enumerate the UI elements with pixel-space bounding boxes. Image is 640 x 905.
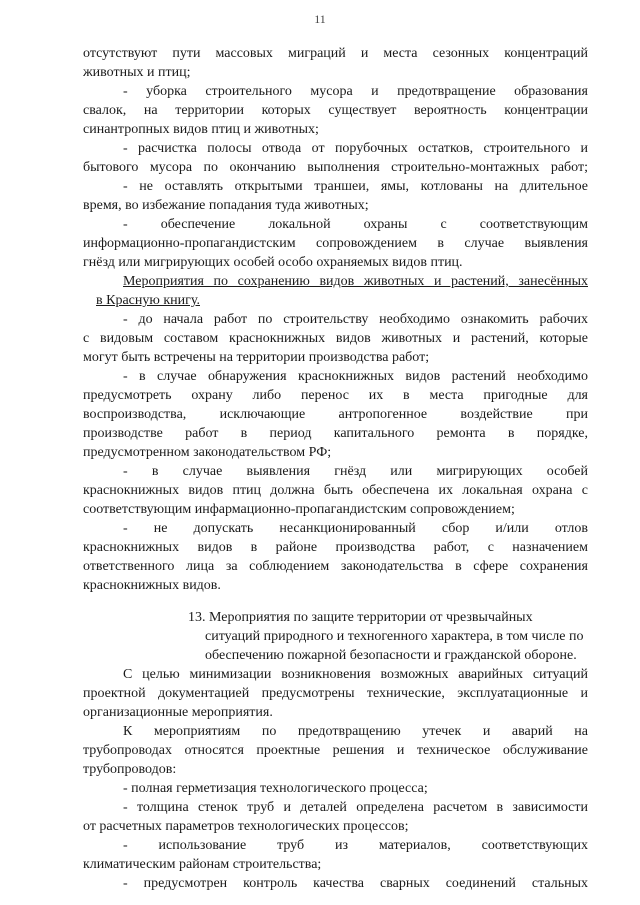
text-line: синантропных видов птиц и животных; bbox=[83, 122, 319, 137]
text-line: краснокнижных видов в районе производства работ, с назначением bbox=[83, 540, 588, 555]
document-body bbox=[83, 44, 588, 893]
text-line: соответствующим инфармационно-пропагандистским сопровождением; bbox=[83, 502, 515, 517]
page-number: 11 bbox=[314, 12, 326, 26]
list-item: - толщина стенок труб и деталей определена расчетом в зависимости bbox=[123, 800, 588, 815]
text-line: гнёзд или мигрирующих особей особо охраняемых видов птиц. bbox=[83, 255, 463, 270]
list-item: - расчистка полосы отвода от порубочных остатков, строительного и bbox=[123, 141, 588, 156]
text-line: предусмотренном законодательством РФ; bbox=[83, 445, 332, 460]
list-item: - до начала работ по строительству необходимо ознакомить рабочих bbox=[123, 312, 588, 327]
text-line: трубопроводов: bbox=[83, 762, 177, 777]
text-line: бытового мусора по окончанию выполнения строительно-монтажных работ; bbox=[83, 160, 588, 175]
list-item: - предусмотрен контроль качества сварных соединений стальных bbox=[123, 876, 588, 891]
text-line: трубопроводах относятся проектные решения и техническое обслуживание bbox=[83, 743, 588, 758]
section-heading: 13. Мероприятия по защите территории от чрезвычайных bbox=[188, 610, 533, 625]
list-item: - уборка строительного мусора и предотвращение образования bbox=[123, 84, 588, 99]
section-subheading: Мероприятия по сохранению видов животных и растений, занесённых bbox=[123, 274, 588, 289]
section-heading: обеспечению пожарной безопасности и гражданской обороне. bbox=[205, 648, 577, 663]
text-line: производстве работ в период капитального ремонта в порядке, bbox=[83, 426, 588, 441]
paragraph-line: К мероприятиям по предотвращению утечек и аварий на bbox=[123, 724, 588, 739]
text-line: отсутствуют пути массовых миграций и места сезонных концентраций bbox=[83, 46, 588, 61]
text-line: проектной документацией предусмотрены технические, эксплуатационные и bbox=[83, 686, 588, 701]
text-line: информационно-пропагандистским сопровождением в случае выявления bbox=[83, 236, 588, 251]
text-line: могут быть встречены на территории производства работ; bbox=[83, 350, 430, 365]
text-line: ответственного лица за соблюдением законодательства в сфере сохранения bbox=[83, 559, 588, 574]
text-line: животных и птиц; bbox=[83, 65, 191, 80]
text-line: время, во избежание попадания туда животных; bbox=[83, 198, 369, 213]
section-heading: ситуаций природного и техногенного характера, в том числе по bbox=[205, 629, 584, 644]
list-item: - не оставлять открытыми траншеи, ямы, котлованы на длительное bbox=[123, 179, 588, 194]
paragraph-line: С целью минимизации возникновения возможных аварийных ситуаций bbox=[123, 667, 588, 682]
list-item: - обеспечение локальной охраны с соответствующим bbox=[123, 217, 588, 232]
spacer bbox=[83, 595, 588, 608]
section-subheading: в Красную книгу. bbox=[96, 293, 200, 308]
text-line: свалок, на территории которых существует вероятность концентрации bbox=[83, 103, 588, 118]
list-item: - использование труб из материалов, соответствующих bbox=[123, 838, 588, 853]
text-line: краснокнижных видов. bbox=[83, 578, 221, 593]
list-item: - не допускать несанкционированный сбор и/или отлов bbox=[123, 521, 588, 536]
text-line: воспроизводства, исключающие антропогенное воздействие при bbox=[83, 407, 588, 422]
list-item: - полная герметизация технологического процесса; bbox=[123, 781, 428, 796]
text-line: с видовым составом краснокнижных видов животных и растений, которые bbox=[83, 331, 588, 346]
text-line: краснокнижных видов птиц должна быть обеспечена их локальная охрана с bbox=[83, 483, 588, 498]
text-line: предусмотреть охрану либо перенос их в места пригодные для bbox=[83, 388, 588, 403]
text-line: от расчетных параметров технологических процессов; bbox=[83, 819, 409, 834]
text-line: организационные мероприятия. bbox=[83, 705, 273, 720]
list-item: - в случае обнаружения краснокнижных видов растений необходимо bbox=[123, 369, 588, 384]
text-line: климатическим районам строительства; bbox=[83, 857, 322, 872]
list-item: - в случае выявления гнёзд или мигрирующих особей bbox=[123, 464, 588, 479]
